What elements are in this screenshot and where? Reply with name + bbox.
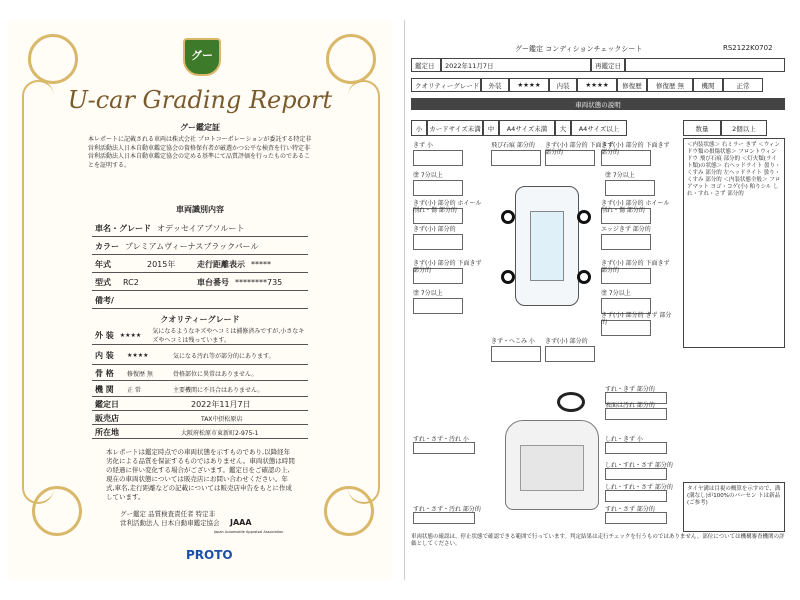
model-value: RC2 [123,277,139,287]
interior-label: すれ・きず 部分的 [605,386,655,393]
year-row [92,256,308,273]
quality-description: 骨格部位に異常はありません。 [173,370,258,378]
damage-label: きず 小 [413,142,433,149]
tire-note-text: タイヤ溝は目視の概算を示すので、溝(溝なし)が100%のパーセン トは新品(ご参考) [687,486,781,506]
goo-emblem-icon: グー [183,38,221,76]
grade-cell: ★★★★ [577,78,617,92]
steering-wheel-icon [557,392,585,412]
address-row [92,426,308,439]
issuer-text: グー鑑定 品質検査責任者 特定非営利活動法人 日本自動車鑑定協会 [120,510,220,527]
damage-thumbnail [413,298,463,314]
grade-cell: ★★★★ [509,78,549,92]
quality-stars: 正 常 [127,386,141,394]
chassis-key: 車台番号 [197,277,229,287]
color-value: プレミアムヴィーナスブラックパール [125,241,259,251]
shop-value: TAX中摂松原店 [201,415,243,423]
jaaa-subtitle: Japan Automobile Appraisal Association [214,530,284,534]
report-subtitle: グー鑑定証 [180,123,220,132]
damage-thumbnail [491,346,541,362]
interior-label: しれ・すれ・さず 部分的 [605,484,673,491]
damage-label: きず(小) 部分的 下面きず 部分的 [545,142,614,156]
damage-thumbnail [545,346,595,362]
damage-label: きず(小) 部分的 下面きず 部分的 [413,260,482,274]
jaaa-logo: JAAA [230,518,252,527]
interior-thumbnail [413,512,475,524]
sheet-code: RS2122K0702 [723,44,773,52]
color-row [92,238,308,255]
year-key: 年式 [95,259,111,269]
damage-label: きず(小) 部分的 下面きず 部分的 [601,260,670,274]
grade-cell: 正常 [723,78,763,92]
interior-thumbnail [605,442,667,454]
disclaimer-text: 本レポートは鑑定時点での車両状態を示すものであり,以降経年劣化による品質を保証するものではありません。車両状態は時間の経過に伴い変化する場合がございます。鑑定日をご確認の上,現在の車両状態については販売店にお問い合わせください。年式,車名,走行距離などの記載については販売店申告をもとに作成しています。 [106,448,295,501]
grade-cell: 修復歴 無 [647,78,693,92]
quality-row [92,382,308,397]
remarks-row [92,292,308,309]
count-key-cell: 数量 [683,120,721,136]
wheel-front-left-icon [501,210,515,224]
shop-key: 販売店 [95,413,119,423]
grade-cell: 機関 [693,78,723,92]
grade-key-cell: クオリティーグレード [411,78,481,92]
car-roof [530,211,564,281]
appraisal-date-value: 2022年11月7日 [191,399,251,409]
interior-label: しれ・きず 小 [605,436,643,443]
reappraisal-key-cell: 再鑑定日 [591,58,625,72]
interior-label: すれ・さず・汚れ 小 [413,436,469,443]
wheel-front-right-icon [577,210,591,224]
grade-cell: 外装 [481,78,509,92]
interior-label: すれ・さず・汚れ 部分的 [413,506,481,513]
car-diagram [515,186,579,306]
quality-row [92,326,308,345]
ribbon-bow-top-right [326,34,376,84]
vehicle-section-heading: 車両識別内容 [176,205,224,214]
quality-stars: ★★★★ [119,331,142,339]
quality-stars: ★★★★ [127,351,149,359]
interior-seats [520,445,584,491]
size-legend-cell: 大 [555,120,571,136]
interior-thumbnail [413,442,475,454]
frame-right-ornament [348,80,380,504]
interior-thumbnail [605,468,667,480]
year-value: 2015年 [147,259,176,269]
appraisal-date-row [92,398,308,411]
address-key: 所在地 [95,427,119,437]
model-key: 型式 [95,277,111,287]
quality-stars: 修復歴 無 [127,370,153,378]
vehicle-name-value: オデッセイアブソルート [157,223,245,233]
ribbon-bow-bottom-right [324,486,374,536]
damage-label: きず(小) 部分的 ホイール削れ・傷 部分的 [413,200,482,214]
damage-label: エッジきず 部分的 [601,226,651,233]
proto-logo: PROTO [186,548,233,562]
damage-label: きず(小) 部分的 下面きず 部分的 [601,142,670,156]
damage-label: 塗 7分以上 [413,172,443,179]
side-notes-text: ＜内装状態＞ 右ミラー きず ＜ウィンドウ類の損傷状態＞ フロントウィンドウ 飛び石痕 部分的 ＜灯火類(ライト類)の状態＞ 右ヘッドライト 曇り・くすみ 部分的 左ヘッドライト 曇り・くすみ 部分的 ＜内装状態全般＞ フロアマット ヨゴ・コゲ(小) 粕りシル しれ・すれ・さず 部分的 [687,142,781,197]
damage-thumbnail [601,234,651,250]
interior-label: すれ・さず 部分的 [605,506,655,513]
grade-cell: 修復歴 [617,78,647,92]
quality-description: 気になる汚れ等が部分的にあります。 [173,352,275,360]
mileage-key: 走行距離表示 [197,259,245,269]
intro-text: 本レポートに記載される車両は株式会社 プロトコーポレーションが委託する特定非営利活動法人日本自動車鑑定協会の資格保有者が厳選かつ公平な検査を行い特定非営利活動法人日本自動車鑑定協会の定める基準にて品質評価を行ったものであることを証明する。 [88,136,312,169]
sheet-title: グー鑑定 コンディションチェックシート [515,45,643,53]
condition-check-sheet [404,20,791,580]
quality-key: 機 関 [95,384,114,394]
interior-thumbnail [605,408,667,420]
date-key-cell: 鑑定日 [411,58,441,72]
quality-description: 主要機関に不具合はありません。 [173,386,264,394]
quality-key: 骨 格 [95,368,114,378]
appraisal-date-key: 鑑定日 [95,399,119,409]
wheel-rear-left-icon [501,270,515,284]
damage-label: 塗 7分以上 [605,172,635,179]
damage-label: きず(小) 部分的 [545,338,588,345]
interior-diagram [505,420,599,510]
report-title: U-car Grading Report [67,86,333,114]
damage-thumbnail [491,150,541,166]
damage-thumbnail [413,150,463,166]
remarks-key: 備考/ [95,295,114,305]
reappraisal-value-cell [625,58,785,72]
quality-description: 気になるようなキズやヘコミは補修済みですが,小さなキズやヘコミは残っています。 [152,328,305,344]
wheel-rear-right-icon [577,270,591,284]
interior-label: 表面は汚れ 部分的 [605,402,655,409]
date-value-cell: 2022年11月7日 [441,58,591,72]
interior-thumbnail [605,490,667,502]
damage-label: 飛び石痕 部分的 [491,142,535,149]
size-legend-cell: A4サイズ未満 [499,120,555,136]
vehicle-name-key: 車名・グレード [95,223,151,233]
status-heading: 車両状態の説明 [411,98,785,110]
interior-thumbnail [605,512,667,524]
shop-row [92,412,308,425]
quality-row [92,346,308,365]
vehicle-name-row [92,220,308,237]
damage-label: きず(小) 部分的 きず 部分的 [601,312,672,326]
ribbon-bow-bottom-left [32,486,82,536]
quality-key: 外 装 [95,330,114,340]
damage-thumbnail [605,180,655,196]
quality-row [92,366,308,381]
grading-report-page [8,20,392,580]
damage-label: きず・へこみ 小 [491,338,535,345]
color-key: カラー [95,241,119,251]
frame-left-ornament [22,80,54,504]
count-value-cell: 2個以上 [721,120,767,136]
chassis-value: ********735 [235,277,283,287]
damage-thumbnail [413,234,463,250]
size-legend-cell: 小 [411,120,427,136]
damage-label: 塗 7分以上 [601,290,631,297]
size-legend-cell: カードサイズ未満 [427,120,483,136]
quality-key: 内 装 [95,350,114,360]
side-notes-panel [683,138,785,348]
grade-cell: 内装 [549,78,577,92]
size-legend-cell: 中 [483,120,499,136]
size-legend-cell: A4サイズ以上 [571,120,627,136]
bottom-note: 車両状態の確認は、停止状態で確認できる範囲で行っています。判定結果は走行チェックを行うものではありません。部位については機構審査機関の評価としてください。 [411,534,785,547]
damage-label: きず(小) 部分的 ホイール削れ・傷 部分的 [601,200,670,214]
address-value: 大阪府松原市東新町2-975-1 [181,429,259,437]
ribbon-bow-top-left [28,34,78,84]
damage-thumbnail [413,180,463,196]
damage-label: きず(小) 部分的 [413,226,456,233]
interior-label: しれ・すれ・さず 部分的 [605,462,673,469]
quality-section-heading: クオリティーグレード [160,315,240,324]
mileage-value: ***** [251,259,271,269]
tire-note-panel [683,482,785,532]
damage-label: 塗 7分以上 [413,290,443,297]
model-row [92,274,308,291]
